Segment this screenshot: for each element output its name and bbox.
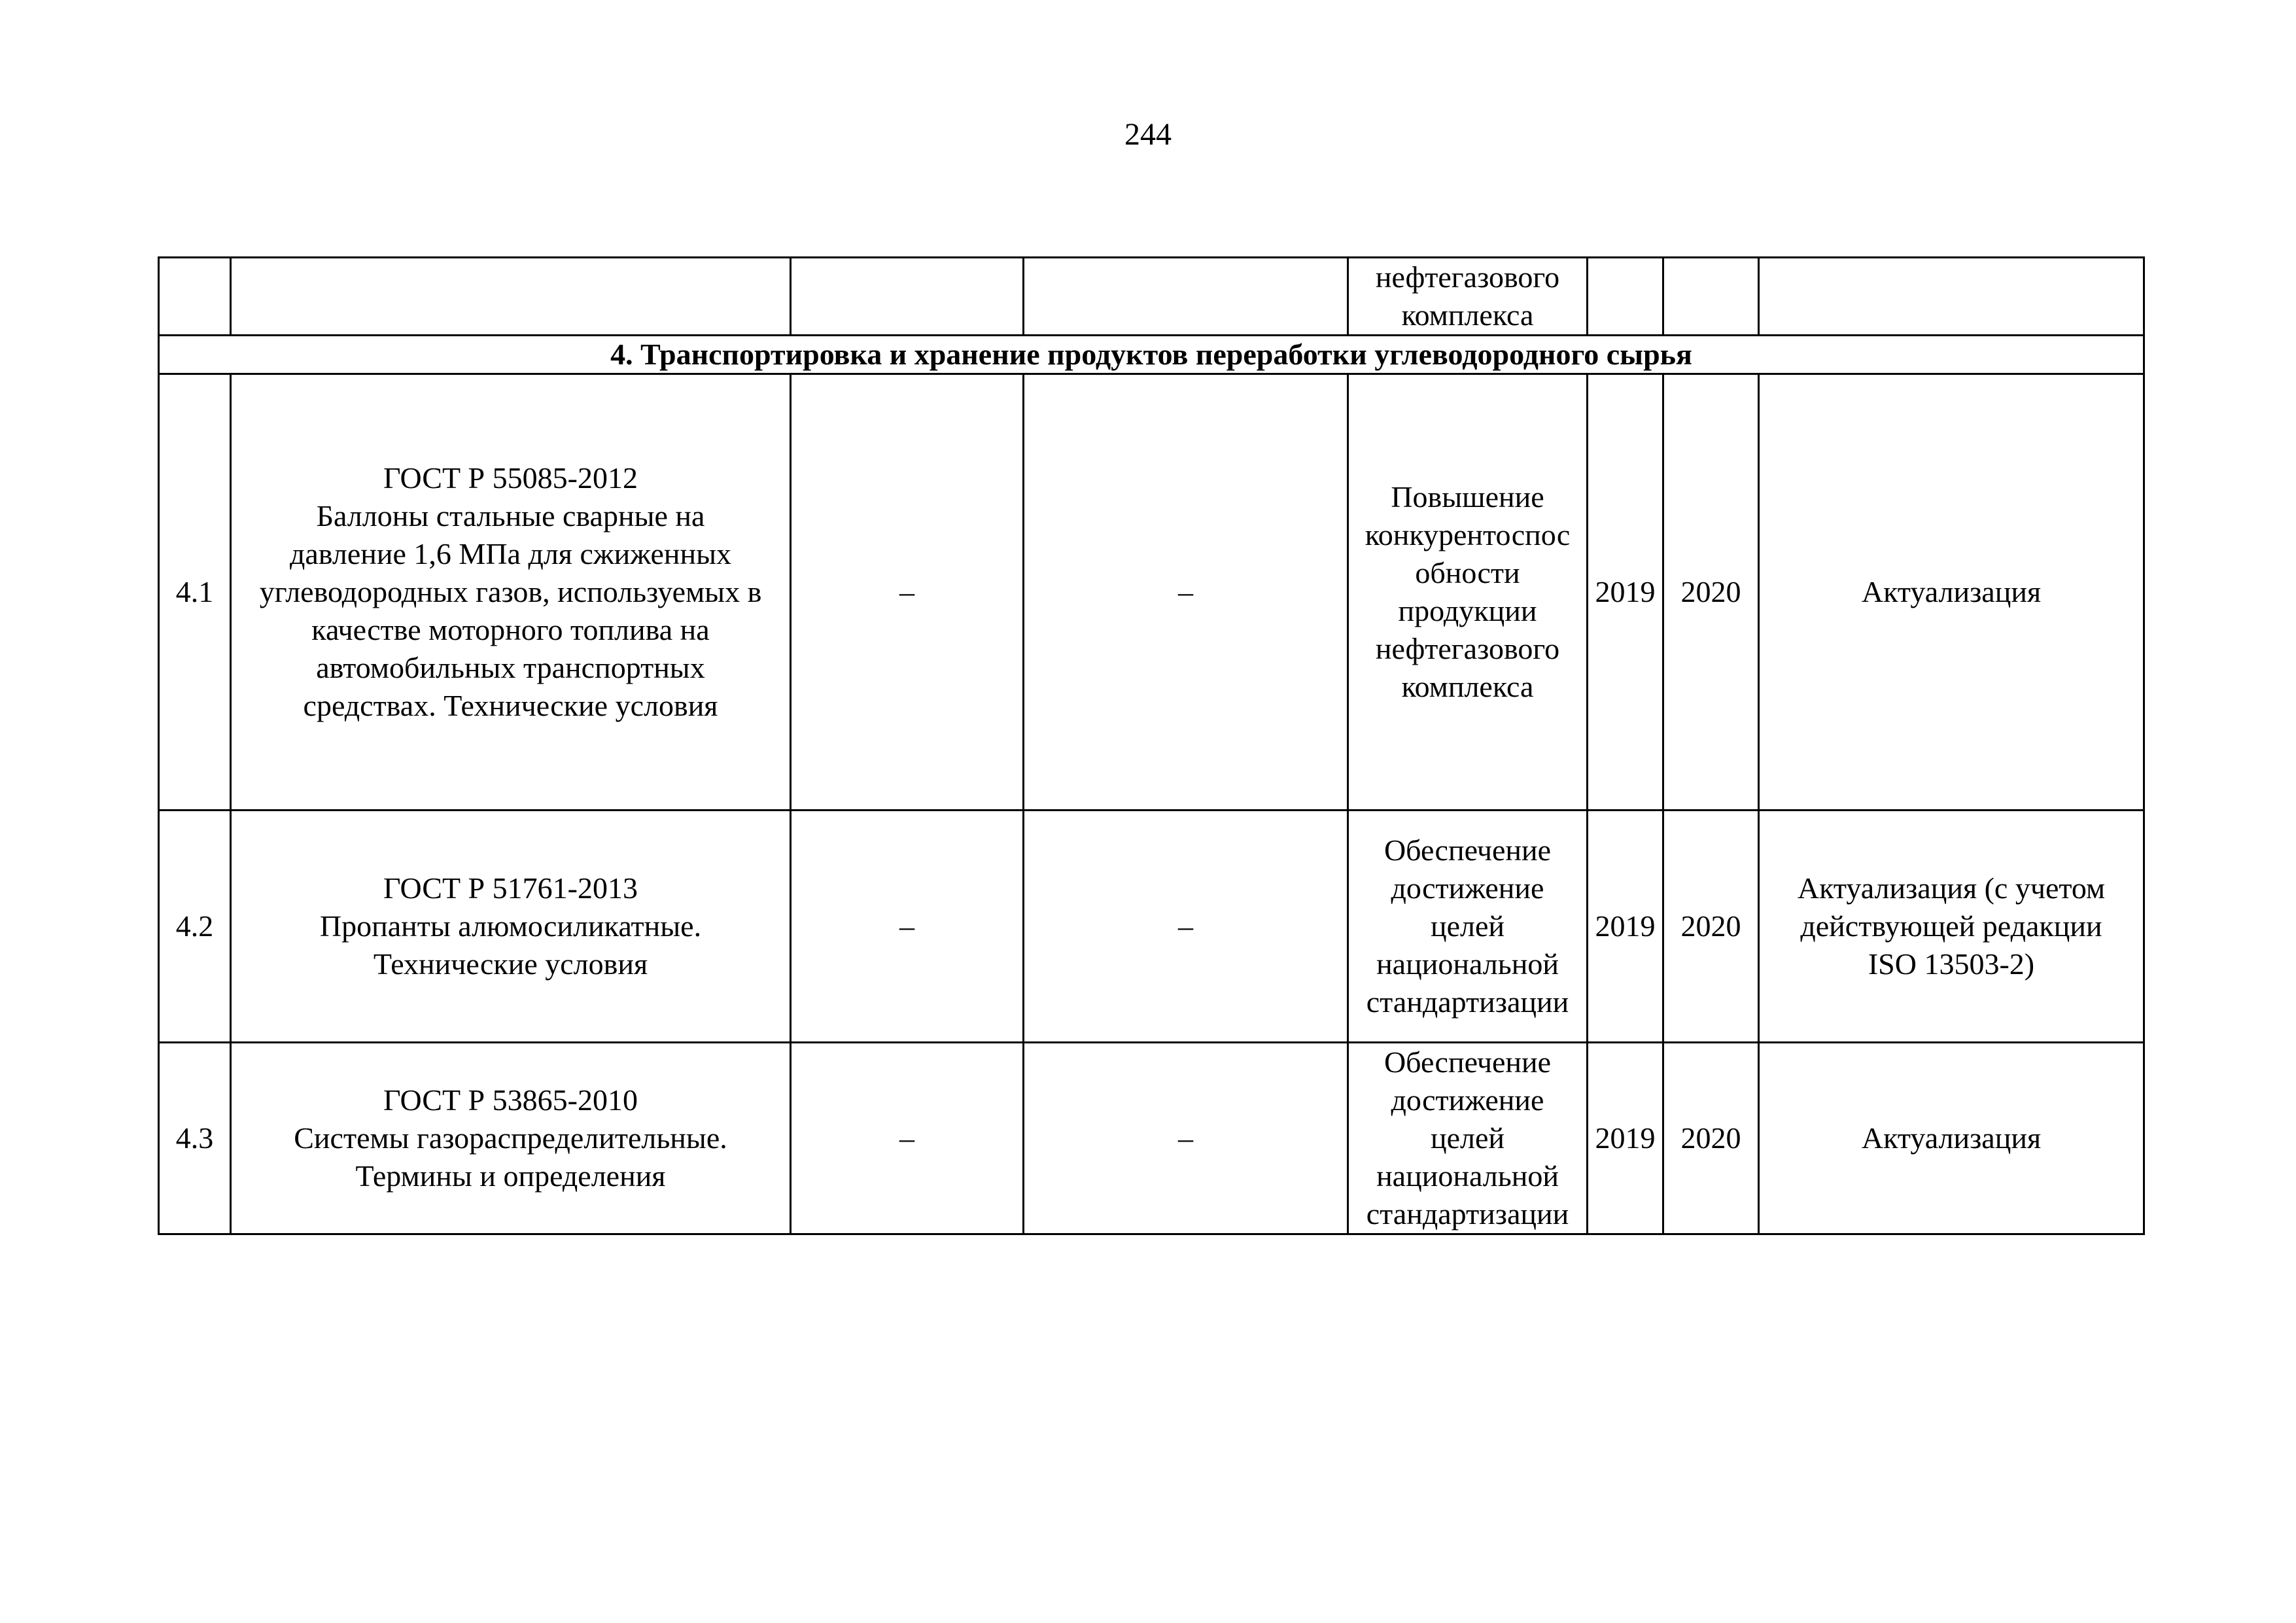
cell-empty bbox=[159, 258, 231, 336]
table-row bbox=[159, 1043, 2144, 1234]
page-number: 244 bbox=[1124, 117, 1172, 152]
row-number: 4.1 bbox=[159, 374, 231, 811]
cell-empty bbox=[1588, 258, 1663, 336]
goal-cell: нефтегазового комплекса bbox=[1348, 258, 1588, 336]
section-header-row bbox=[159, 336, 2144, 374]
row-number: 4.3 bbox=[159, 1043, 231, 1234]
goal-cell: Обеспечение достижение целей национальной стандартизации bbox=[1348, 1043, 1588, 1234]
section-title: 4. Транспортировка и хранение продуктов переработки углеводородного сырья bbox=[159, 336, 2144, 374]
start-year: 2019 bbox=[1588, 1043, 1663, 1234]
end-year: 2020 bbox=[1663, 1043, 1759, 1234]
cell-empty bbox=[1759, 258, 2144, 336]
standard-name: ГОСТ Р 55085-2012 Баллоны стальные сварные на давление 1,6 МПа для сжиженных углеводородных газов, используемых в качестве моторного топлива на автомобильных транспортных средствах. Технические условия bbox=[231, 374, 791, 811]
goal-cell: Обеспечение достижение целей национальной стандартизации bbox=[1348, 811, 1588, 1043]
goal-cell: Повышение конкурентоспос обности продукции нефтегазового комплекса bbox=[1348, 374, 1588, 811]
cell-empty bbox=[1024, 258, 1348, 336]
end-year: 2020 bbox=[1663, 374, 1759, 811]
standard-name: ГОСТ Р 53865-2010 Системы газораспределительные. Термины и определения bbox=[231, 1043, 791, 1234]
cell-empty bbox=[1663, 258, 1759, 336]
continuation-row bbox=[159, 258, 2144, 336]
work-type: Актуализация bbox=[1759, 1043, 2144, 1234]
start-year: 2019 bbox=[1588, 811, 1663, 1043]
work-type: Актуализация bbox=[1759, 374, 2144, 811]
dash-cell: – bbox=[1024, 811, 1348, 1043]
dash-cell: – bbox=[1024, 374, 1348, 811]
table-row bbox=[159, 374, 2144, 811]
work-type: Актуализация (с учетом действующей редакции ISO 13503-2) bbox=[1759, 811, 2144, 1043]
dash-cell: – bbox=[791, 374, 1024, 811]
row-number: 4.2 bbox=[159, 811, 231, 1043]
table-row bbox=[159, 811, 2144, 1043]
dash-cell: – bbox=[791, 811, 1024, 1043]
dash-cell: – bbox=[1024, 1043, 1348, 1234]
end-year: 2020 bbox=[1663, 811, 1759, 1043]
start-year: 2019 bbox=[1588, 374, 1663, 811]
standard-name: ГОСТ Р 51761-2013 Пропанты алюмосиликатные. Технические условия bbox=[231, 811, 791, 1043]
cell-empty bbox=[791, 258, 1024, 336]
dash-cell: – bbox=[791, 1043, 1024, 1234]
cell-empty bbox=[231, 258, 791, 336]
standards-plan-table bbox=[158, 256, 2145, 1235]
